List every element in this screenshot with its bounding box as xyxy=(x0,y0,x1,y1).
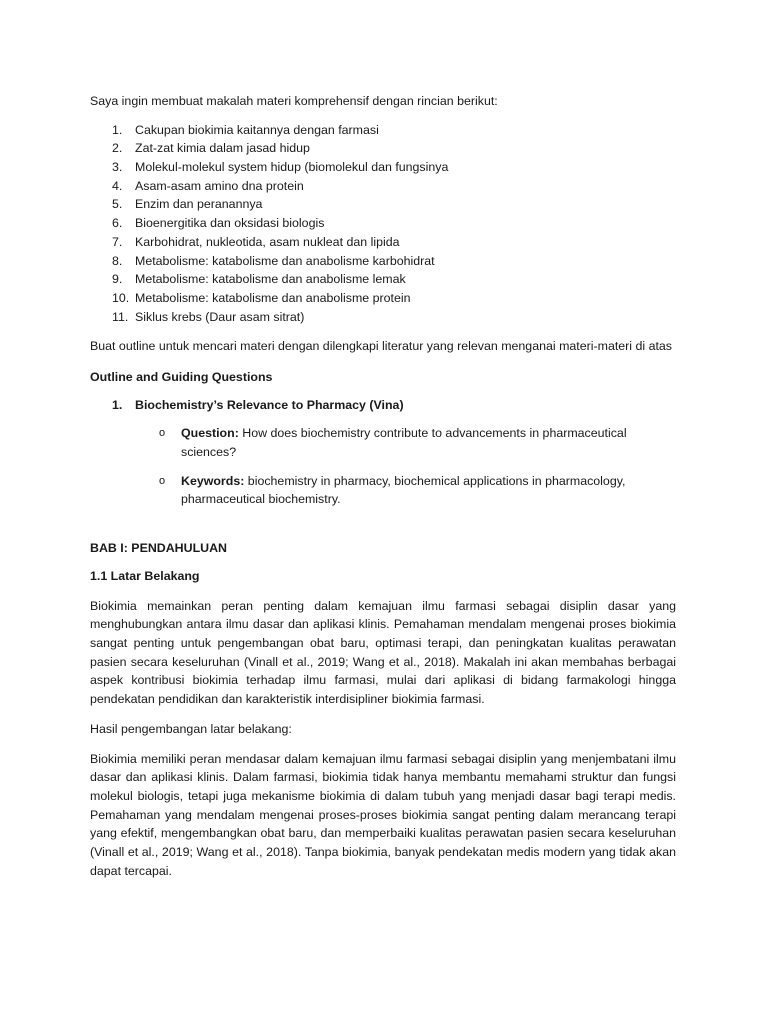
list-item: 5. Enzim dan peranannya xyxy=(112,197,263,212)
list-item: 10. Metabolisme: katabolisme dan anabolisme protein xyxy=(112,290,411,305)
list-item: 2. Zat-zat kimia dalam jasad hidup xyxy=(112,141,310,156)
bullet-icon: o xyxy=(159,474,166,487)
list-item: 9. Metabolisme: katabolisme dan anabolisme lemak xyxy=(112,272,406,287)
keywords-label: Keywords: xyxy=(181,473,245,488)
paragraph-2: Biokimia memiliki peran mendasar dalam kemajuan ilmu farmasi sebagai disiplin yang menjembatani ilmu dasar dan aplikasi klinis. Dalam farmasi, biokimia tidak hanya membantu memahami struktur dan fungsi molekul biologis, tetapi juga mekanisme biokimia di dalam tubuh yang menjadi dasar bagi terapi medis. Pemahaman yang mendalam mengenai proses-proses biokimia sangat penting dalam merancang terapi yang efektif, mengembangkan obat baru, dan memperbaiki kualitas perawatan pasien secara keseluruhan (Vinall et al., 2019; Wang et al., 2018). Tanpa biokimia, banyak pendekatan medis modern yang tidak akan dapat tercapai. xyxy=(90,751,676,878)
hasil-label: Hasil pengembangan latar belakang: xyxy=(90,721,292,736)
list-item: 1. Cakupan biokimia kaitannya dengan farmasi xyxy=(112,122,379,137)
list-item: 8. Metabolisme: katabolisme dan anabolisme karbohidrat xyxy=(112,253,435,268)
section-heading: 1.1 Latar Belakang xyxy=(90,568,200,583)
question-text: How does biochemistry contribute to advancements in pharmaceutical sciences? xyxy=(181,426,627,460)
list-item: 4. Asam-asam amino dna protein xyxy=(112,178,304,193)
outline-heading: Outline and Guiding Questions xyxy=(90,369,273,384)
keywords-text: biochemistry in pharmacy, biochemical applications in pharmacology, pharmaceutical biochemistry. xyxy=(181,473,626,507)
outline-item: 1. Biochemistry’s Relevance to Pharmacy (Vina) xyxy=(112,397,404,412)
list-item: 3. Molekul-molekul system hidup (biomolekul dan fungsinya xyxy=(112,160,449,175)
question-label: Question: xyxy=(181,426,239,441)
request-text: Buat outline untuk mencari materi dengan dilengkapi literatur yang relevan menganai materi-materi di atas xyxy=(90,339,672,354)
chapter-heading: BAB I: PENDAHULUAN xyxy=(90,541,227,556)
list-item: 6. Bioenergitika dan oksidasi biologis xyxy=(112,216,325,231)
intro-text: Saya ingin membuat makalah materi komprehensif dengan rincian berikut: xyxy=(90,94,498,108)
list-item: 11. Siklus krebs (Daur asam sitrat) xyxy=(112,309,305,324)
question-item xyxy=(90,424,676,461)
paragraph-1: Biokimia memainkan peran penting dalam kemajuan ilmu farmasi sebagai disiplin dasar yang menghubungkan antara ilmu dasar dan aplikasi klinis. Pemahaman mendalam mengenai proses biokimia sangat penting untuk pengembangan obat baru, optimasi terapi, dan peningkatan kualitas perawatan pasien secara keseluruhan (Vinall et al., 2019; Wang et al., 2018). Makalah ini akan membahas berbagai aspek kontribusi biokimia terhadap ilmu farmasi, mulai dari aplikasi di bidang farmakologi hingga pendekatan pendidikan dan karakteristik interdisipliner biokimia farmasi. xyxy=(90,598,676,707)
bullet-icon: o xyxy=(159,427,166,440)
outline-item-title: Biochemistry’s Relevance to Pharmacy (Vina) xyxy=(135,397,404,412)
list-item: 7. Karbohidrat, nukleotida, asam nukleat dan lipida xyxy=(112,234,400,249)
keywords-item xyxy=(90,472,676,509)
topic-list xyxy=(90,121,676,327)
